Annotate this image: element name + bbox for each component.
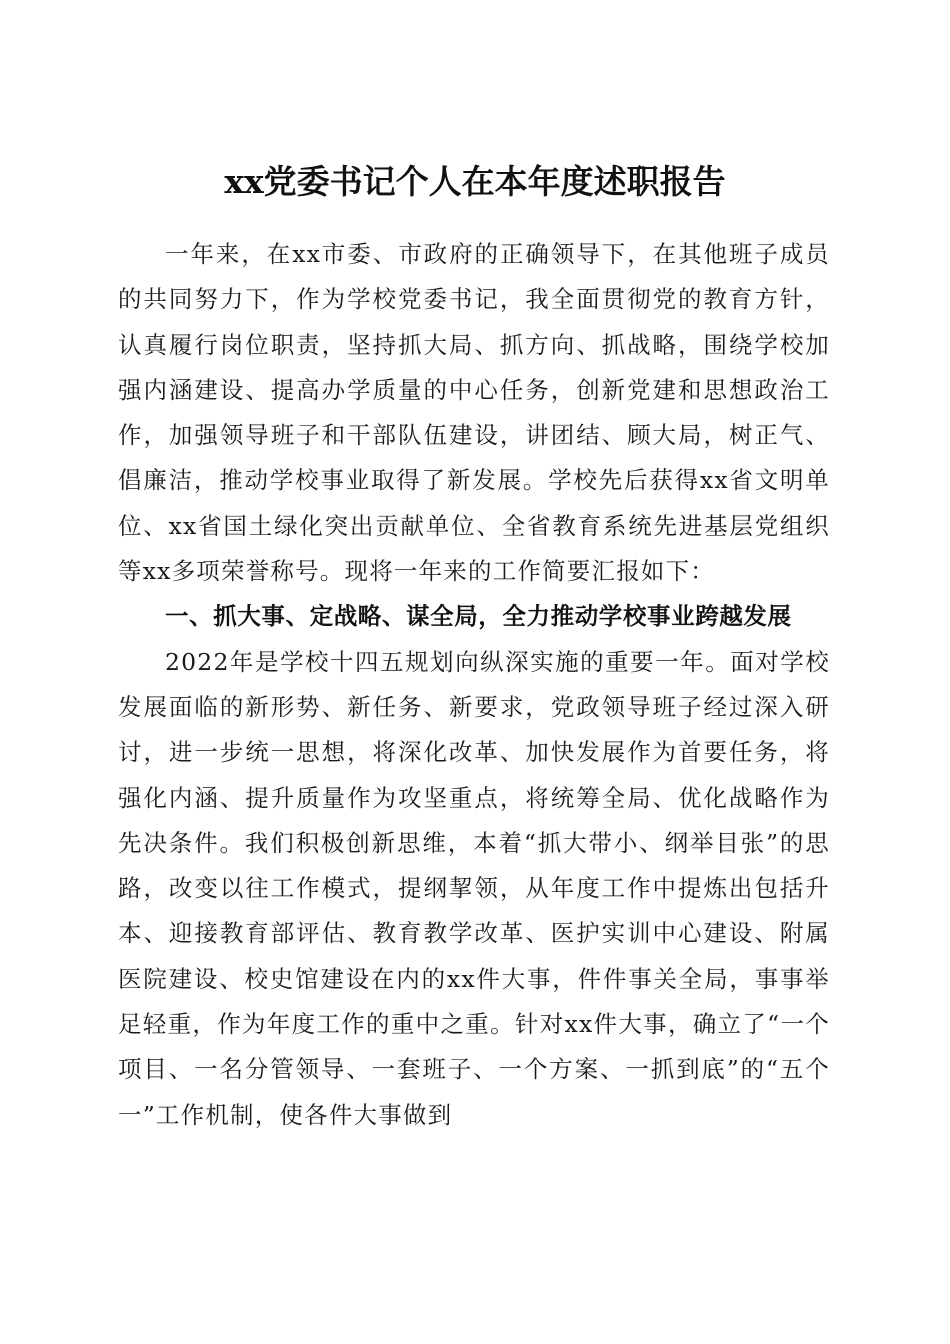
section-paragraph: 2022年是学校十四五规划向纵深实施的重要一年。面对学校发展面临的新形势、新任务、新要求，党政领导班子经过深入研讨，进一步统一思想，将深化改革、加快发展作为首要任务，将强化内涵、提升质量作为攻坚重点，将统筹全局、优化战略作为先决条件。我们积极创新思维，本着“抓大带小、纲举目张”的思路，改变以往工作模式，提纲挈领，从年度工作中提炼出包括升本、迎接教育部评估、教育教学改革、医护实训中心建设、附属医院建设、校史馆建设在内的xx件大事，件件事关全局，事事举足轻重，作为年度工作的重中之重。针对xx件大事，确立了“一个项目、一名分管领导、一套班子、一个方案、一抓到底”的“五个一”工作机制，使各件大事做到 (118, 647, 830, 1129)
section-heading: 一、抓大事、定战略、谋全局，全力推动学校事业跨越发展 (165, 602, 792, 631)
intro-paragraph: 一年来，在xx市委、市政府的正确领导下，在其他班子成员的共同努力下，作为学校党委书记，我全面贯彻党的教育方针，认真履行岗位职责，坚持抓大局、抓方向、抓战略，围绕学校加强内涵建设、提高办学质量的中心任务，创新党建和思想政治工作，加强领导班子和干部队伍建设，讲团结、顾大局，树正气、倡廉洁，推动学校事业取得了新发展。学校先后获得xx省文明单位、xx省国土绿化突出贡献单位、全省教育系统先进基层党组织等xx多项荣誉称号。现将一年来的工作简要汇报如下： (118, 240, 830, 586)
document-body (118, 232, 830, 1138)
document-title: xx党委书记个人在本年度述职报告 (224, 162, 726, 202)
